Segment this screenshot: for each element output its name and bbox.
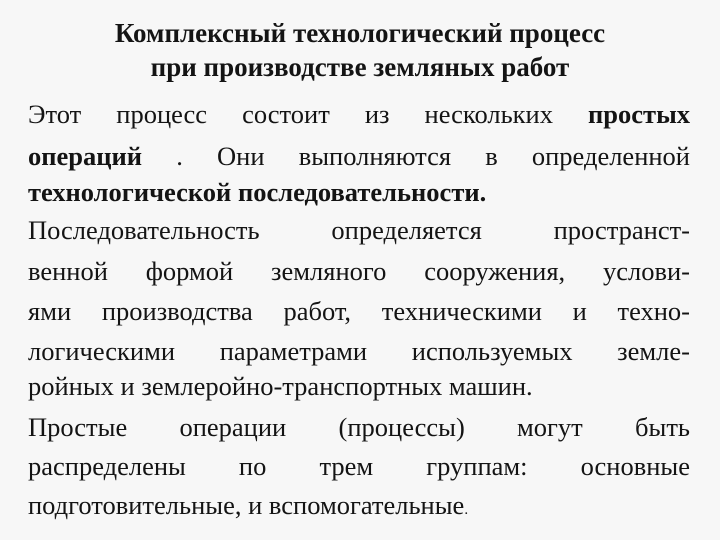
emphasis-operations: операций <box>28 141 143 171</box>
title-line-2: при производстве земляных работ <box>150 52 570 82</box>
emphasis-simple: простых <box>588 99 691 129</box>
body-line-2 <box>28 139 690 173</box>
body-line-1 <box>28 97 690 131</box>
body-line-11-period: . <box>464 502 469 518</box>
body-line-11 <box>28 488 690 527</box>
body-line-2-text: . Они выполняются в определенной <box>176 141 690 171</box>
body-line-4: Последовательность определяется пространст- <box>28 215 690 245</box>
body-line-11-text: подготовительные, и вспомогательные <box>28 490 465 520</box>
slide-title <box>0 16 720 84</box>
body-line-8: ройных и землеройно-транспортных машин. <box>28 371 533 401</box>
body-line-5: венной формой земляного сооружения, услови- <box>28 256 690 286</box>
body-line-7: логическими параметрами используемых земле- <box>28 336 690 366</box>
title-line-1: Комплексный технологический процесс <box>114 18 606 48</box>
body-line-3: технологической последовательности. <box>28 177 487 207</box>
body-line-1-text: Этот процесс состоит из нескольких <box>28 99 553 129</box>
body-line-10: распределены по трем группам: основные <box>28 451 690 481</box>
body-line-6: ями производства работ, техническими и техно- <box>28 296 690 326</box>
body-line-9: Простые операции (процессы) могут быть <box>28 412 690 442</box>
